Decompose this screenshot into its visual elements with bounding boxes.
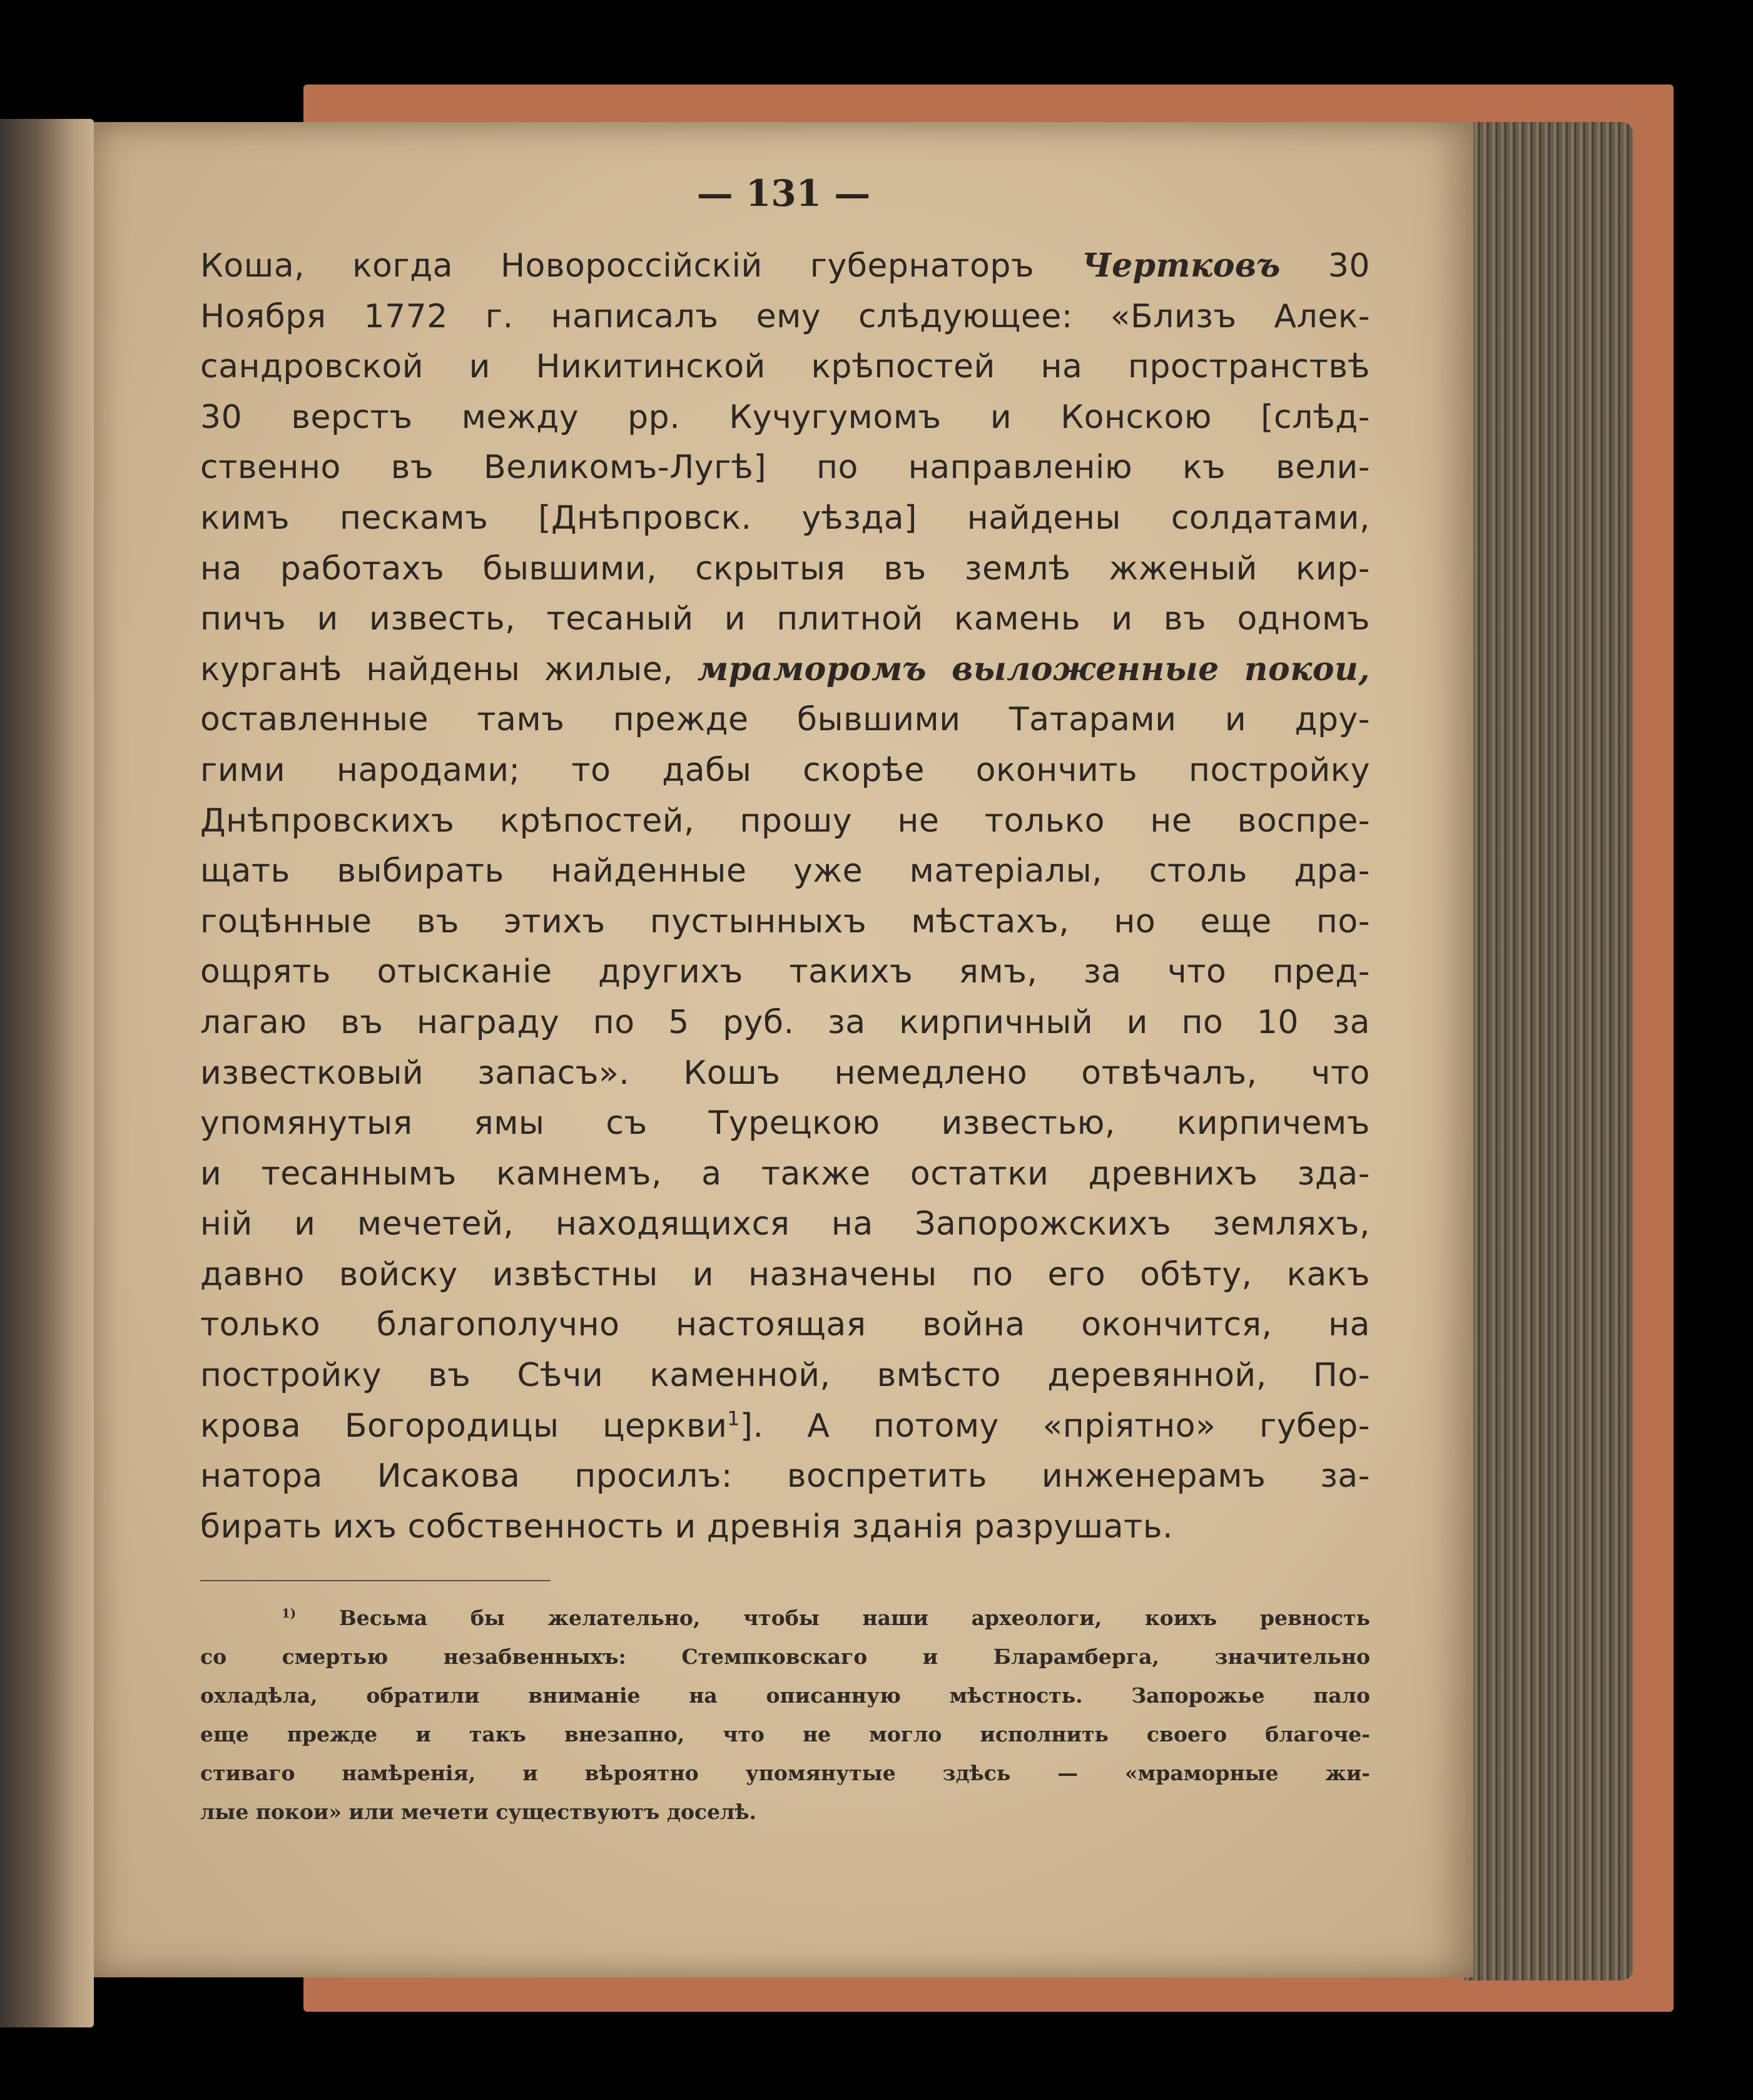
text-line: упомянутыя ямы съ Турецкою известью, кирпичемъ — [200, 1104, 1370, 1143]
emphasized-name: Чертковъ — [1082, 247, 1281, 285]
text-line: известковый запасъ». Кошъ немедлено отвѣчалъ, что — [200, 1054, 1370, 1092]
text-line: лагаю въ награду по 5 руб. за кирпичный и по 10 за — [200, 1003, 1370, 1041]
text-line: пичъ и известь, тесаный и плитной камень и въ одномъ — [200, 600, 1370, 638]
text-line — [200, 241, 1370, 292]
text-line: натора Исакова просилъ: воспретить инженерамъ за- — [200, 1457, 1370, 1496]
text-line: гоцѣнные въ этихъ пустынныхъ мѣстахъ, но еще по- — [200, 902, 1370, 940]
text-line: на работахъ бывшими, скрытыя въ землѣ жженый кир- — [200, 549, 1370, 588]
footnote — [200, 1599, 1370, 1832]
text-line: бирать ихъ собственность и древнія зданія разрушать. — [200, 1507, 1174, 1546]
footnote-line: еще прежде и такъ внезапно, что не могло исполнить своего благоче- — [200, 1722, 1370, 1746]
previous-page-edge — [0, 119, 94, 2027]
text-segment: крова Богородицы церкви — [200, 1407, 728, 1445]
text-line: постройку въ Сѣчи каменной, вмѣсто деревянной, По- — [200, 1357, 1370, 1395]
text-line — [200, 645, 1370, 695]
text-line: кимъ пескамъ [Днѣпровск. уѣзда] найдены солдатами, — [200, 499, 1370, 537]
text-line: давно войску извѣстны и назначены по его обѣту, какъ — [200, 1255, 1370, 1293]
footnote-line: со смертью незабвенныхъ: Стемпковскаго и Бларамберга, значительно — [200, 1644, 1370, 1669]
page-block-edges — [1464, 122, 1633, 1980]
text-line — [200, 1401, 1370, 1452]
text-line: оставленные тамъ прежде бывшими Татарами и дру- — [200, 701, 1370, 739]
text-line: щать выбирать найденные уже матеріалы, столь дра- — [200, 852, 1370, 890]
text-line: ощрять отысканіе другихъ такихъ ямъ, за что пред- — [200, 953, 1370, 991]
text-line: 30 верстъ между рр. Кучугумомъ и Конскою [слѣд- — [200, 398, 1370, 436]
footnote-reference: 1 — [727, 1407, 740, 1430]
page-number: — 131 — — [696, 172, 871, 215]
text-line: гими народами; то дабы скорѣе окончить постройку — [200, 751, 1370, 789]
text-line: ственно въ Великомъ-Лугѣ] по направленію къ вели- — [200, 449, 1370, 487]
body-text — [200, 241, 1370, 1552]
text-line: Ноября 1772 г. написалъ ему слѣдующее: «Близъ Алек- — [200, 297, 1370, 335]
footnote-text: Весьма бы желательно, чтобы наши археологи, коихъ ревность — [338, 1606, 1370, 1630]
footnote-divider — [200, 1580, 551, 1581]
footnote-line: охладѣла, обратили вниманіе на описанную мѣстность. Запорожье пало — [200, 1683, 1370, 1708]
footnote-line: стиваго намѣренія, и вѣроятно упомянутые здѣсь — «мраморные жи- — [200, 1761, 1370, 1785]
text-line: ній и мечетей, находящихся на Запорожскихъ земляхъ, — [200, 1205, 1370, 1243]
emphasized-phrase: мраморомъ выложенные покои, — [697, 650, 1370, 688]
text-line: и тесаннымъ камнемъ, а также остатки древнихъ зда- — [200, 1154, 1370, 1193]
text-line: только благополучно настоящая война окончится, на — [200, 1306, 1370, 1344]
footnote-line: лые покои» или мечети существуютъ доселѣ. — [200, 1800, 757, 1824]
text-segment: курганѣ найдены жилые, — [200, 650, 698, 688]
text-segment: Коша, когда Новороссійскій губернаторъ — [200, 247, 1082, 285]
text-line: сандровской и Никитинской крѣпостей на пространствѣ — [200, 348, 1370, 386]
text-line: Днѣпровскихъ крѣпостей, прошу не только не воспре- — [200, 802, 1370, 840]
footnote-line — [200, 1599, 1370, 1638]
text-segment: 30 — [1280, 247, 1370, 285]
text-segment: ]. А потому «пріятно» губер- — [739, 1407, 1370, 1445]
footnote-marker: 1) — [282, 1606, 297, 1621]
book-page — [94, 122, 1473, 1977]
